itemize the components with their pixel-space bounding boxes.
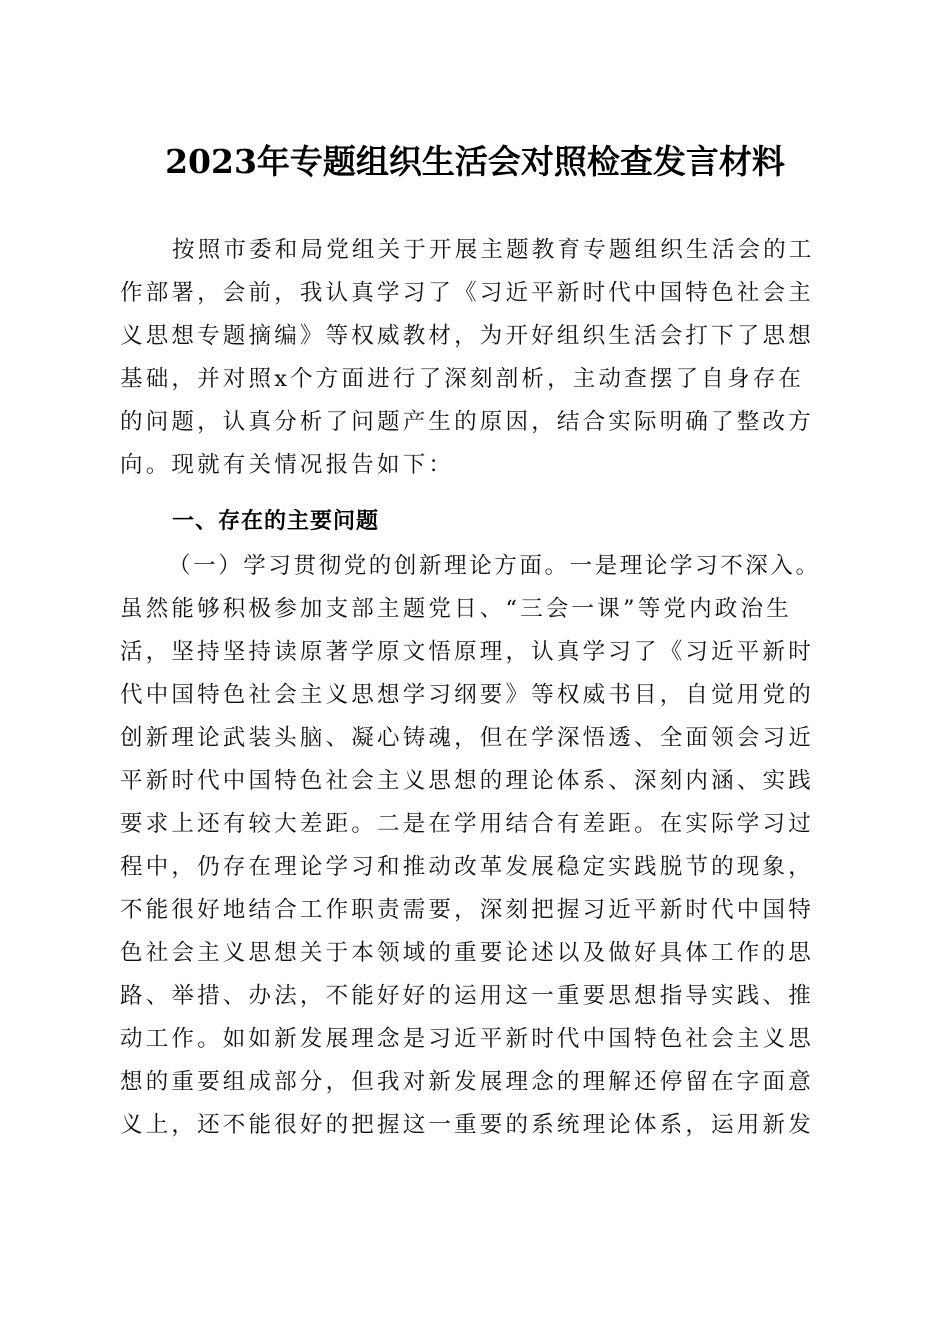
section-line: 代中国特色社会主义思想学习纲要》等权威书目，自觉用党的 — [120, 682, 814, 708]
intro-line: 的问题，认真分析了问题产生的原因，结合实际明确了整改方 — [120, 409, 814, 435]
document-title: 2023年专题组织生活会对照检查发言材料 — [165, 142, 785, 181]
section-line: 要求上还有较大差距。二是在学用结合有差距。在实际学习过 — [120, 811, 814, 837]
section-line: 平新时代中国特色社会主义思想的理论体系、深刻内涵、实践 — [120, 768, 814, 794]
section-line: 义上，还不能很好的把握这一重要的系统理论体系，运用新发 — [120, 1112, 814, 1138]
intro-line: 义思想专题摘编》等权威教材，为开好组织生活会打下了思想 — [120, 323, 814, 349]
section-line: 色社会主义思想关于本领域的重要论述以及做好具体工作的思 — [120, 940, 814, 966]
section-line: 不能很好地结合工作职责需要，深刻把握习近平新时代中国特 — [120, 897, 814, 923]
intro-line: 向。现就有关情况报告如下： — [120, 452, 455, 478]
intro-line: 按照市委和局党组关于开展主题教育专题组织生活会的工 — [172, 237, 815, 263]
section-paragraph — [120, 545, 828, 1147]
section-line: 路、举措、办法，不能好好的运用这一重要思想指导实践、推 — [120, 983, 814, 1009]
section-line: 虽然能够积极参加支部主题党日、“三会一课”等党内政治生 — [120, 596, 792, 622]
section-line: 活，坚持坚持读原著学原文悟原理，认真学习了《习近平新时 — [120, 639, 814, 665]
section-line: （一）学习贯彻党的创新理论方面。一是理论学习不深入。 — [168, 553, 821, 579]
section-heading: 一、存在的主要问题 — [172, 509, 380, 534]
section-line: 想的重要组成部分，但我对新发展理念的理解还停留在字面意 — [120, 1069, 814, 1095]
section-line: 创新理论武装头脑、凝心铸魂，但在学深悟透、全面领会习近 — [120, 725, 814, 751]
intro-paragraph — [120, 229, 828, 487]
intro-line: 基础，并对照x个方面进行了深刻剖析，主动查摆了自身存在 — [120, 366, 805, 392]
intro-line: 作部署，会前，我认真学习了《习近平新时代中国特色社会主 — [120, 280, 814, 306]
section-line: 动工作。如如新发展理念是习近平新时代中国特色社会主义思 — [120, 1026, 814, 1052]
section-line: 程中，仍存在理论学习和推动改革发展稳定实践脱节的现象， — [120, 854, 814, 880]
